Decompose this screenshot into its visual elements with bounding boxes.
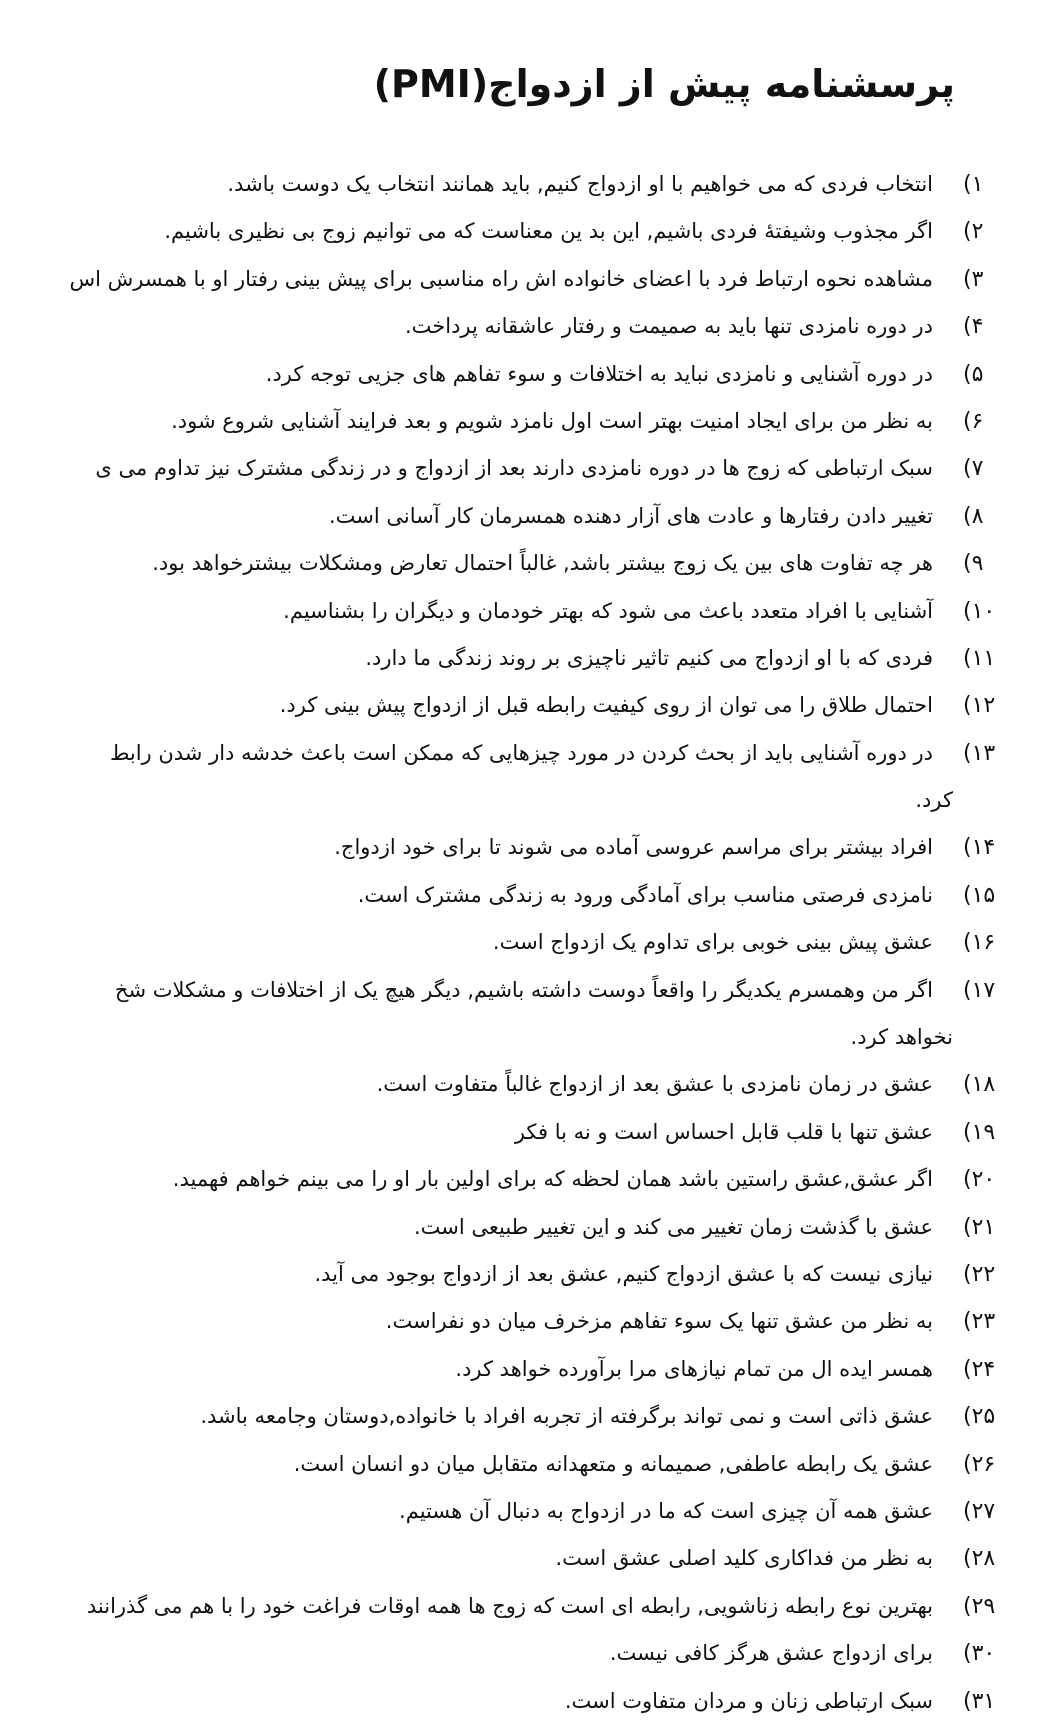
question-number: ( ۶ — [963, 398, 983, 445]
question-text: عشق ذاتی است و نمی تواند برگرفته از تجربه افراد با خانواده,دوستان وجامعه باشد. — [200, 1404, 933, 1429]
question-continuation — [0, 777, 1064, 824]
question-item — [0, 1156, 1064, 1203]
question-text: سبک ارتباطی زنان و مردان متفاوت است. — [564, 1688, 933, 1713]
question-number: ( ۳۱ — [963, 1678, 995, 1725]
question-text: عشق با گذشت زمان تغییر می کند و این تغییر طبیعی است. — [413, 1214, 933, 1239]
question-number: ( ۲۱ — [963, 1204, 995, 1251]
question-item — [0, 208, 1064, 255]
question-item — [0, 682, 1064, 729]
question-text: به نظر من برای ایجاد امنیت بهتر است اول نامزد شویم و بعد فرایند آشنایی شروع شود. — [171, 408, 933, 433]
question-text: عشق در زمان نامزدی با عشق بعد از ازدواج غالباً متفاوت است. — [376, 1072, 933, 1097]
question-item — [0, 1204, 1064, 1251]
question-text: در دوره آشنایی باید از بحث کردن در مورد چیزهایی که ممکن است باعث خدشه دار شدن رابط — [109, 740, 933, 765]
question-item — [0, 1109, 1064, 1156]
question-number: ( ۱۴ — [963, 824, 995, 871]
question-item — [0, 1583, 1064, 1630]
question-item — [0, 1630, 1064, 1677]
question-text: اگر مجذوب وشیفتهٔ فردی باشیم, این بد ین معناست که می توانیم زوج بی نظیری باشیم. — [164, 219, 933, 244]
question-item — [0, 540, 1064, 587]
question-number: ( ۲۴ — [963, 1346, 995, 1393]
question-text-continuation: نخواهد کرد. — [850, 1025, 953, 1050]
question-item — [0, 1535, 1064, 1582]
question-item — [0, 1061, 1064, 1108]
question-text: همسر ایده ال من تمام نیازهای مرا برآورده خواهد کرد. — [455, 1356, 933, 1381]
question-item — [0, 1298, 1064, 1345]
question-item — [0, 1251, 1064, 1298]
question-text: فردی که با او ازدواج می کنیم تاثیر ناچیزی بر روند زندگی ما دارد. — [365, 645, 933, 670]
question-number: ( ۱۹ — [963, 1109, 995, 1156]
question-item — [0, 588, 1064, 635]
question-number: ( ۴ — [963, 303, 983, 350]
question-text: بهترین نوع رابطه زناشویی, رابطه ای است که زوج ها همه اوقات فراغت خود را با هم می گذرانند — [86, 1593, 933, 1618]
question-number: ( ۱۸ — [963, 1061, 995, 1108]
page-title: پرسشنامه پیش از ازدواج(PMI) — [373, 62, 955, 106]
question-item — [0, 303, 1064, 350]
question-text: در دوره آشنایی و نامزدی نباید به اختلافات و سوء تفاهم های جزیی توجه کرد. — [265, 361, 933, 386]
question-number: ( ۲۵ — [963, 1393, 995, 1440]
question-item — [0, 1488, 1064, 1535]
question-number: ( ۲۲ — [963, 1251, 995, 1298]
question-number: ( ۱۲ — [963, 682, 995, 729]
question-number: ( ۹ — [963, 540, 983, 587]
question-item — [0, 256, 1064, 303]
question-text: عشق یک رابطه عاطفی, صمیمانه و متعهدانه متقابل میان دو انسان است. — [293, 1451, 933, 1476]
question-item — [0, 398, 1064, 445]
question-number: ( ۲ — [963, 208, 983, 255]
question-number: ( ۱۱ — [963, 635, 995, 682]
question-item — [0, 967, 1064, 1014]
questionnaire-list — [0, 161, 1064, 1725]
question-number: ( ۱۳ — [963, 730, 995, 777]
question-number: ( ۵ — [963, 351, 983, 398]
question-item — [0, 1346, 1064, 1393]
question-text: اگر من وهمسرم یکدیگر را واقعاً دوست داشته باشیم, دیگر هیچ یک از اختلافات و مشکلات شخ — [114, 977, 933, 1002]
question-item — [0, 445, 1064, 492]
question-text: هر چه تفاوت های بین یک زوج بیشتر باشد, غالباً احتمال تعارض ومشکلات بیشترخواهد بود. — [152, 551, 933, 576]
question-item — [0, 730, 1064, 777]
question-text: آشنایی با افراد متعدد باعث می شود که بهتر خودمان و دیگران را بشناسیم. — [283, 598, 933, 623]
question-item — [0, 1678, 1064, 1725]
question-item — [0, 635, 1064, 682]
question-text: نامزدی فرصتی مناسب برای آمادگی ورود به زندگی مشترک است. — [357, 882, 933, 907]
question-number: ( ۲۷ — [963, 1488, 995, 1535]
question-number: ( ۲۳ — [963, 1298, 995, 1345]
question-text-continuation: کرد. — [915, 788, 953, 813]
question-item — [0, 872, 1064, 919]
question-item — [0, 351, 1064, 398]
question-continuation — [0, 1014, 1064, 1061]
question-text: احتمال طلاق را می توان از روی کیفیت رابطه قبل از ازدواج پیش بینی کرد. — [279, 693, 933, 718]
question-text: در دوره نامزدی تنها باید به صمیمت و رفتار عاشقانه پرداخت. — [404, 314, 933, 339]
question-number: ( ۱۶ — [963, 919, 995, 966]
question-item — [0, 493, 1064, 540]
question-text: به نظر من فداکاری کلید اصلی عشق است. — [555, 1546, 933, 1571]
question-number: ( ۸ — [963, 493, 983, 540]
question-number: ( ۱۵ — [963, 872, 995, 919]
question-text: افراد بیشتر برای مراسم عروسی آماده می شوند تا برای خود ازدواج. — [334, 835, 933, 860]
question-number: ( ۲۸ — [963, 1535, 995, 1582]
question-text: عشق تنها با قلب قابل احساس است و نه با فکر — [514, 1119, 933, 1144]
question-number: ( ۱۷ — [963, 967, 995, 1014]
question-text: برای ازدواج عشق هرگز کافی نیست. — [609, 1641, 933, 1666]
question-number: ( ۲۶ — [963, 1441, 995, 1488]
question-text: به نظر من عشق تنها یک سوء تفاهم مزخرف میان دو نفراست. — [385, 1309, 933, 1334]
question-item — [0, 1441, 1064, 1488]
question-number: ( ۱۰ — [963, 588, 995, 635]
question-number: ( ۲۹ — [963, 1583, 995, 1630]
question-text: مشاهده نحوه ارتباط فرد با اعضای خانواده اش راه مناسبی برای پیش بینی رفتار او با همسرش اس — [69, 266, 933, 291]
question-number: ( ۷ — [963, 445, 983, 492]
question-text: سبک ارتباطی که زوج ها در دوره نامزدی دارند بعد از ازدواج و در زندگی مشترک نیز تداوم می ی — [95, 456, 933, 481]
question-text: عشق همه آن چیزی است که ما در ازدواج به دنبال آن هستیم. — [399, 1498, 933, 1523]
question-text: انتخاب فردی که می خواهیم با او ازدواج کنیم, باید همانند انتخاب یک دوست باشد. — [227, 172, 933, 196]
question-item — [0, 161, 1064, 208]
question-item — [0, 1393, 1064, 1440]
question-number: ( ۳۰ — [963, 1630, 995, 1677]
question-text: اگر عشق,عشق راستین باشد همان لحظه که برای اولین بار او را می بینم خواهم فهمید. — [172, 1167, 933, 1192]
question-number: ( ۲۰ — [963, 1156, 995, 1203]
question-text: عشق پیش بینی خوبی برای تداوم یک ازدواج است. — [492, 930, 933, 955]
question-item — [0, 919, 1064, 966]
question-text: نیازی نیست که با عشق ازدواج کنیم, عشق بعد از ازدواج بوجود می آید. — [314, 1261, 933, 1286]
question-item — [0, 824, 1064, 871]
question-number: ( ۱ — [963, 161, 983, 208]
question-text: تغییر دادن رفتارها و عادت های آزار دهنده همسرمان کار آسانی است. — [328, 503, 933, 528]
question-number: ( ۳ — [963, 256, 983, 303]
